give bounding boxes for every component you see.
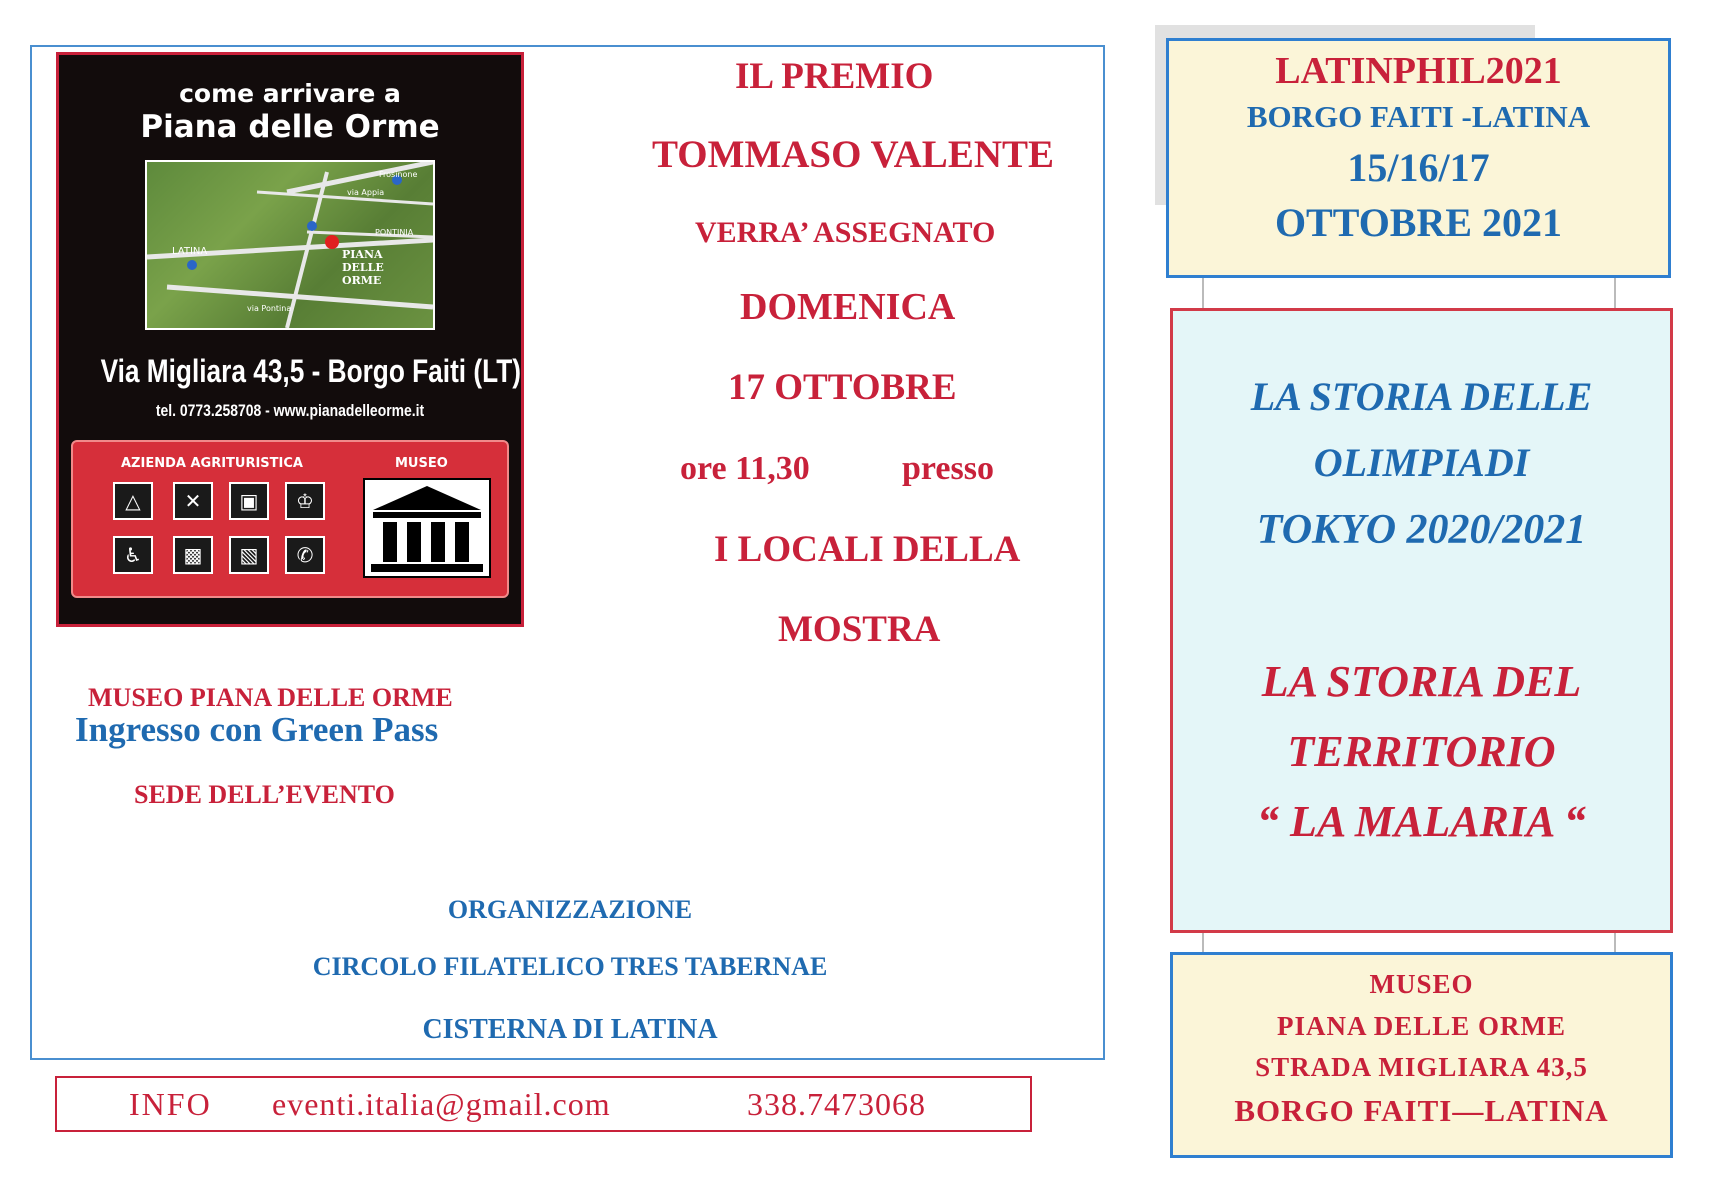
fast-food-icon: ▣ (229, 482, 269, 520)
organizer-name: CIRCOLO FILATELICO TRES TABERNAE (312, 952, 828, 981)
event-box (1166, 38, 1671, 278)
exhibition-line-1: LA STORIA DELLE (1250, 374, 1593, 419)
wheelchair-icon: ♿ (113, 536, 153, 574)
exhibition-line-5: TERRITORIO (1287, 727, 1556, 776)
map-label: PIANA DELLE ORME (342, 248, 384, 287)
prize-time: ore 11,30 (680, 450, 810, 487)
agriturismo-label: AZIENDA AGRITURISTICA (121, 456, 303, 471)
map-label: PONTINIA (375, 228, 414, 237)
event-month: OTTOBRE 2021 (1274, 200, 1563, 245)
ad-heading: come arrivare a (179, 79, 401, 108)
venue-line-3: STRADA MIGLIARA 43,5 (1255, 1052, 1588, 1082)
map-label: via Appia (347, 188, 385, 197)
info-box (55, 1076, 1032, 1132)
museum-building-icon (363, 478, 491, 578)
venue-line-2: PIANA DELLE ORME (1276, 1011, 1567, 1041)
exhibition-line-3: TOKYO 2020/2021 (1256, 507, 1587, 553)
exhibition-line-4: LA STORIA DEL (1261, 657, 1582, 706)
ad-contact: tel. 0773.258708 - www.pianadelleorme.it (155, 401, 425, 420)
event-dates: 15/16/17 (1347, 145, 1490, 190)
prize-date: 17 OTTOBRE (728, 367, 957, 408)
prize-at: presso (902, 450, 994, 487)
organizer-city: CISTERNA DI LATINA (422, 1014, 718, 1045)
prize-line-1: IL PREMIO (735, 56, 934, 97)
green-pass-line: Ingresso con Green Pass (75, 710, 439, 749)
connector-line (1202, 278, 1204, 308)
organizer-title: ORGANIZZAZIONE (447, 895, 693, 924)
directions-ad (56, 52, 524, 627)
ad-address: Via Migliara 43,5 - Borgo Faiti (LT) (100, 353, 521, 389)
prize-line-3: VERRA’ ASSEGNATO (695, 216, 996, 249)
event-title: LATINPHIL2021 (1275, 50, 1562, 92)
connector-line (1614, 278, 1616, 308)
telephone-icon: ✆ (285, 536, 325, 574)
venue-box (1170, 952, 1673, 1158)
prize-location-2: MOSTRA (778, 609, 941, 650)
prize-name: TOMMASO VALENTE (652, 133, 1055, 176)
event-venue-label: SEDE DELL’EVENTO (134, 780, 395, 809)
camper-icon: ▧ (229, 536, 269, 574)
connector-line (1202, 933, 1204, 952)
info-label: INFO (129, 1086, 212, 1122)
map-label: via Pontina (247, 304, 292, 313)
picnic-table-icon: △ (113, 482, 153, 520)
playground-icon: ♔ (285, 482, 325, 520)
venue-line-1: MUSEO (1369, 969, 1474, 999)
location-map (145, 160, 435, 330)
event-place: BORGO FAITI -LATINA (1246, 99, 1591, 134)
exhibition-line-6: “ LA MALARIA “ (1257, 797, 1586, 846)
ad-title: Piana delle Orme (140, 109, 440, 145)
prize-day: DOMENICA (740, 286, 956, 328)
museo-label: MUSEO (395, 456, 448, 471)
info-phone[interactable]: 338.7473068 (747, 1086, 926, 1122)
restaurant-icon: ✕ (173, 482, 213, 520)
prize-location-1: I LOCALI DELLA (714, 529, 1021, 570)
exhibition-box (1170, 308, 1673, 933)
exhibition-line-2: OLIMPIADI (1313, 440, 1530, 485)
museum-line: MUSEO PIANA DELLE ORME (88, 683, 453, 712)
map-label: Frosinone (379, 170, 418, 179)
connector-line (1614, 933, 1616, 952)
map-label: LATINA (172, 246, 208, 257)
info-email[interactable]: eventi.italia@gmail.com (272, 1086, 611, 1122)
car-icon: ▩ (173, 536, 213, 574)
venue-line-4: BORGO FAITI—LATINA (1234, 1093, 1609, 1128)
services-panel (71, 440, 509, 598)
